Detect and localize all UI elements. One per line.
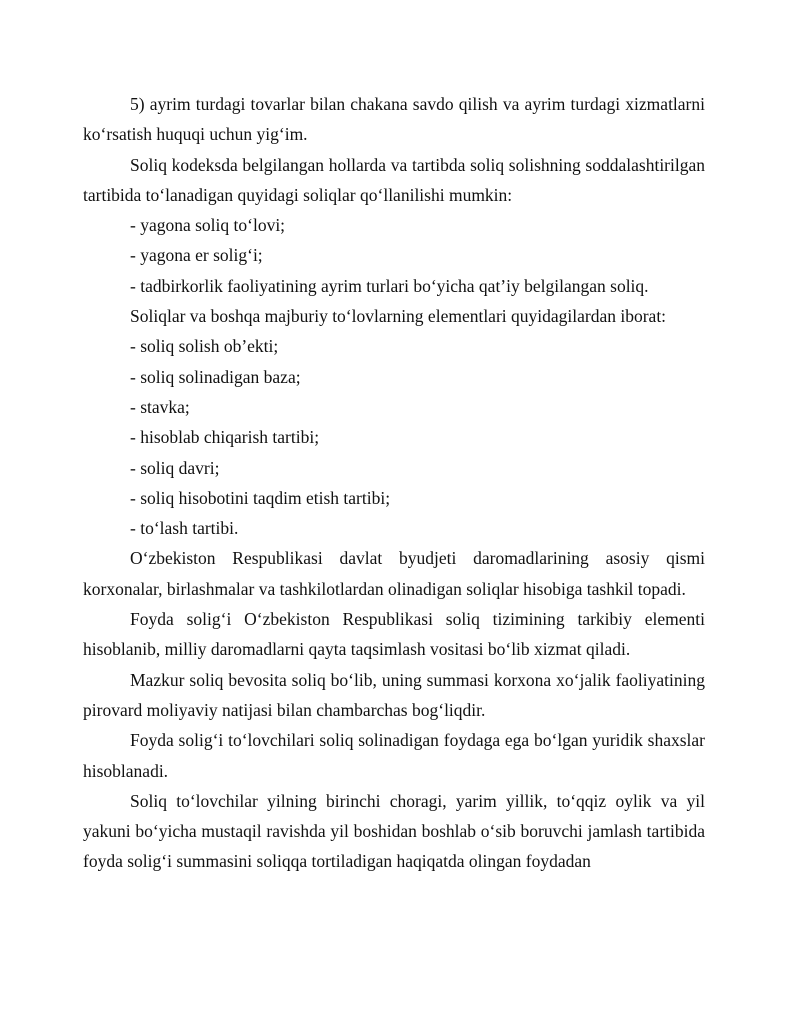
paragraph-profit-tax-element: Foyda solig‘i O‘zbekiston Respublikasi soliq tizimining tarkibiy elementi hisoblanib, milliy daromadlarni qayta taqsimlash vositasi bo‘lib xizmat qiladi. — [83, 609, 705, 660]
list-item-rate: - stavka; — [130, 396, 190, 417]
list-item-tax-base: - soliq solinadigan baza; — [130, 366, 301, 387]
paragraph-taxpayers: Foyda solig‘i to‘lovchilari soliq solinadigan foydaga ega bo‘lgan yuridik shaxslar hisoblanadi. — [83, 730, 705, 781]
list-item-tax-period: - soliq davri; — [130, 457, 220, 478]
list-item-calculation-order: - hisoblab chiqarish tartibi; — [130, 427, 320, 448]
paragraph-direct-tax: Mazkur soliq bevosita soliq bo‘lib, uning summasi korxona xo‘jalik faoliyatining pirovard moliyaviy natijasi bilan chambarchas bog‘liqdir. — [83, 669, 705, 720]
list-item-single-land-tax: - yagona er solig‘i; — [130, 245, 263, 266]
list-item-payment-order: - to‘lash tartibi. — [130, 518, 239, 539]
list-item-reporting-order: - soliq hisobotini taqdim etish tartibi; — [130, 487, 391, 508]
document-body — [83, 89, 705, 877]
paragraph-fee-item: 5) ayrim turdagi tovarlar bilan chakana savdo qilish va ayrim turdagi xizmatlarni ko‘rsatish huquqi uchun yig‘im. — [83, 94, 705, 145]
paragraph-simplified-regime: Soliq kodeksda belgilangan hollarda va tartibda soliq solishning soddalashtirilgan tartibida to‘lanadigan quyidagi soliqlar qo‘llanilishi mumkin: — [83, 154, 705, 205]
list-item-fixed-tax: - tadbirkorlik faoliyatining ayrim turlari bo‘yicha qat’iy belgilangan soliq. — [130, 275, 649, 296]
paragraph-calculation-periods: Soliq to‘lovchilar yilning birinchi choragi, yarim yillik, to‘qqiz oylik va yil yakuni bo‘yicha mustaqil ravishda yil boshidan boshlab o‘sib boruvchi jamlash tartibida foyda solig‘i summasini soliqqa tortiladigan haqiqatda olingan foydadan — [83, 790, 705, 872]
list-item-single-tax: - yagona soliq to‘lovi; — [130, 215, 286, 236]
list-item-tax-object: - soliq solish ob’ekti; — [130, 336, 279, 357]
paragraph-budget-revenue: O‘zbekiston Respublikasi davlat byudjeti daromadlarining asosiy qismi korxonalar, birlashmalar va tashkilotlardan olinadigan soliqlar hisobiga tashkil topadi. — [83, 548, 705, 599]
paragraph-elements-intro: Soliqlar va boshqa majburiy to‘lovlarning elementlari quyidagilardan iborat: — [130, 306, 667, 327]
